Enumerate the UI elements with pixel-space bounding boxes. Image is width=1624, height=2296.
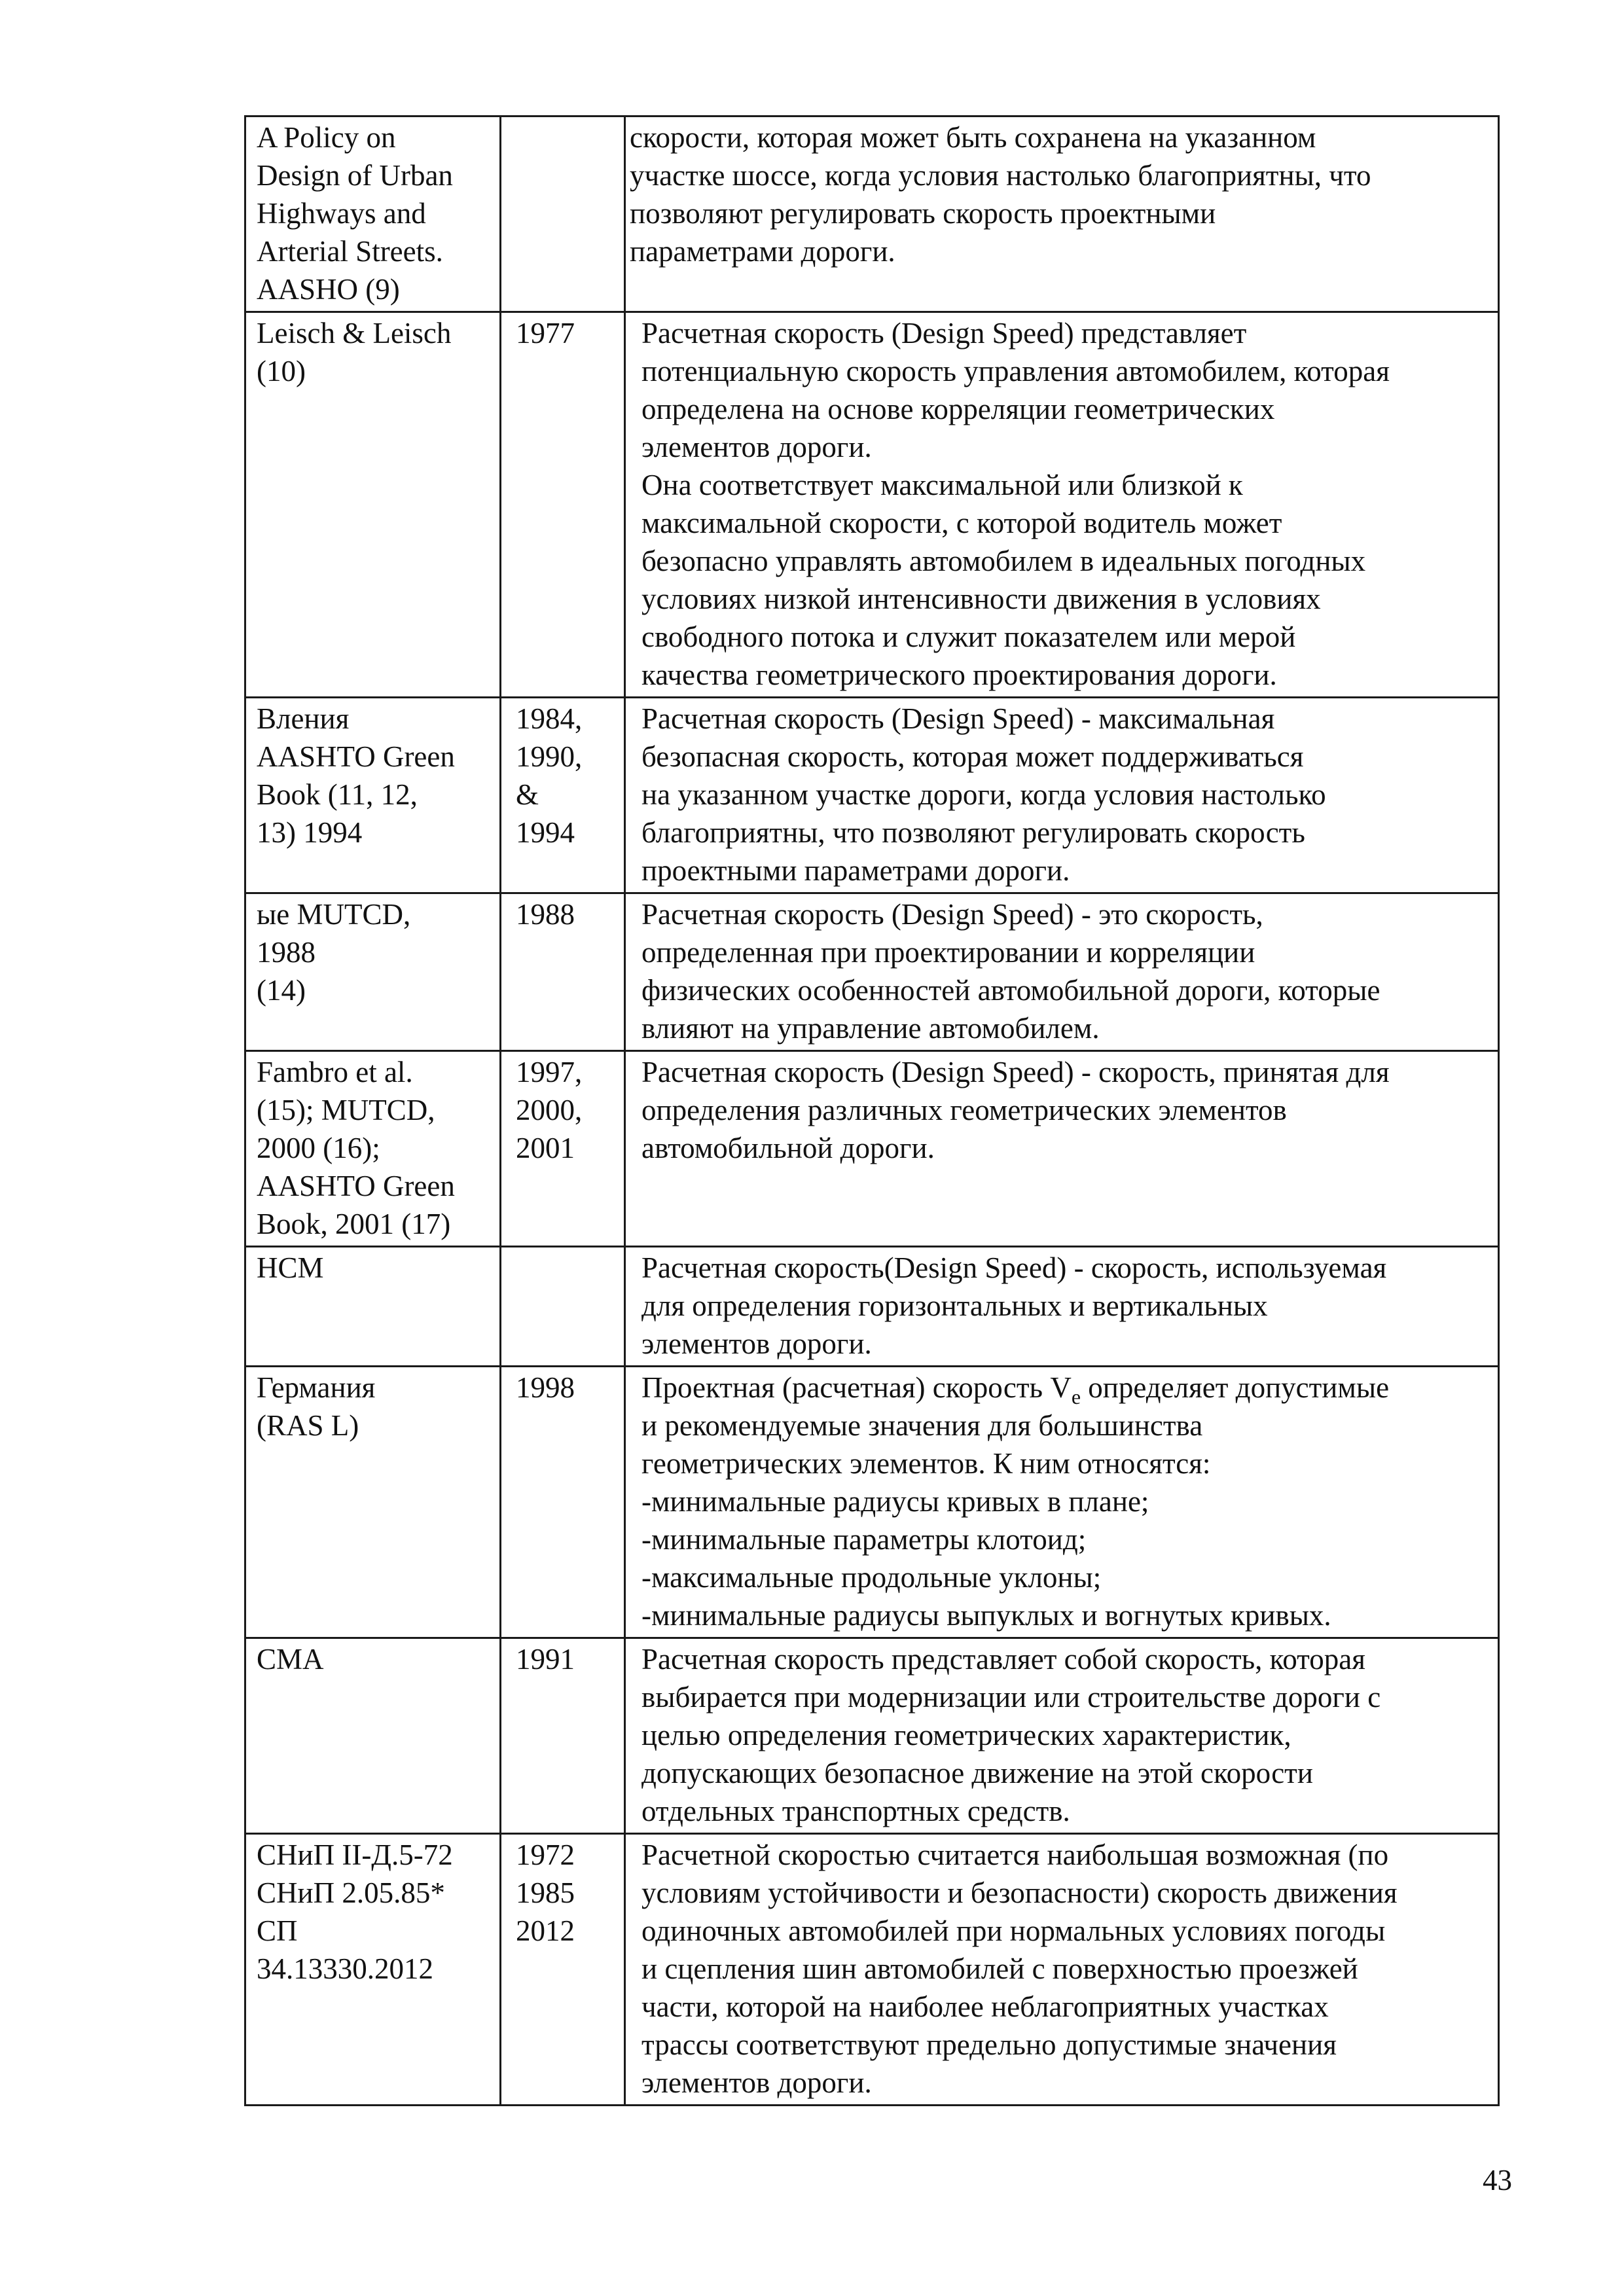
source-line: Design of Urban [257, 159, 453, 192]
definition-line: Расчетной скоростью считается наибольшая возможная (по [641, 1839, 1389, 1871]
year-line: 1990, [516, 740, 583, 773]
definition-line: и рекомендуемые значения для большинства [641, 1409, 1203, 1442]
source-cell [245, 1247, 501, 1367]
definition-line: Расчетная скорость представляет собой скорость, которая [641, 1643, 1365, 1676]
source-line: (15); MUTCD, [257, 1094, 435, 1126]
page-number: 43 [1483, 2164, 1512, 2197]
definition-line: автомобильной дороги. [641, 1132, 935, 1164]
definition-line: Расчетная скорость(Design Speed) - скорость, используемая [641, 1251, 1387, 1284]
year-line: 1972 [516, 1839, 575, 1871]
definition-line: элементов дороги. [641, 1327, 872, 1360]
table-row [245, 117, 1499, 312]
year-cell [501, 117, 625, 312]
year-cell [501, 893, 625, 1051]
source-line: Arterial Streets. [257, 235, 443, 268]
table-row [245, 312, 1499, 698]
definition-line: параметрами дороги. [630, 235, 895, 268]
subscript-e: e [1071, 1385, 1081, 1408]
definition-line: скорости, которая может быть сохранена на указанном [630, 121, 1316, 154]
definition-line: определения различных геометрических элементов [641, 1094, 1287, 1126]
source-line: Fambro et al. [257, 1056, 413, 1088]
definition-line: на указанном участке дороги, когда условия настолько [641, 778, 1326, 811]
definition-cell [625, 1367, 1499, 1638]
table-row [245, 1051, 1499, 1247]
definition-cell [625, 1247, 1499, 1367]
year-line: 1984, [516, 702, 583, 735]
year-line: 2001 [516, 1132, 575, 1164]
definition-line: условиях низкой интенсивности движения в условиях [641, 583, 1321, 615]
definition-line: позволяют регулировать скорость проектными [630, 197, 1216, 230]
definition-line: и сцепления шин автомобилей с поверхностью проезжей [641, 1952, 1358, 1985]
definition-line: свободного потока и служит показателем или мерой [641, 620, 1296, 653]
definition-line: Расчетная скорость (Design Speed) представляет [641, 317, 1247, 350]
definition-line: целью определения геометрических характеристик, [641, 1719, 1291, 1751]
definition-cell [625, 1051, 1499, 1247]
definition-line: участке шоссе, когда условия настолько благоприятны, что [630, 159, 1371, 192]
definition-line: определена на основе корреляции геометрических [641, 393, 1275, 425]
source-line: 1988 [257, 936, 316, 969]
definition-line: благоприятны, что позволяют регулировать скорость [641, 816, 1305, 849]
definition-line: для определения горизонтальных и вертикальных [641, 1289, 1268, 1322]
definition-line: влияют на управление автомобилем. [641, 1012, 1100, 1045]
table-row [245, 1638, 1499, 1834]
source-line: 2000 (16); [257, 1132, 380, 1164]
definition-line: физических особенностей автомобильной дороги, которые [641, 974, 1380, 1007]
definition-cell [625, 117, 1499, 312]
source-cell [245, 698, 501, 893]
definition-line: отдельных транспортных средств. [641, 1795, 1070, 1827]
source-line: A Policy on [257, 121, 396, 154]
definition-line [641, 1369, 1489, 1407]
table-row [245, 893, 1499, 1051]
table-row [245, 1834, 1499, 2106]
table-row [245, 1367, 1499, 1638]
source-cell [245, 312, 501, 698]
source-line: HCM [257, 1251, 324, 1284]
source-line: Highways and [257, 197, 426, 230]
definition-line: одиночных автомобилей при нормальных условиях погоды [641, 1914, 1386, 1947]
source-cell [245, 117, 501, 312]
source-line: Leisch & Leisch [257, 317, 452, 350]
source-line: СНиП 2.05.85* [257, 1876, 445, 1909]
year-cell [501, 1638, 625, 1834]
definition-line: элементов дороги. [641, 2066, 872, 2099]
definition-line: качества геометрического проектирования дороги. [641, 658, 1277, 691]
year-cell [501, 1051, 625, 1247]
definition-line: безопасно управлять автомобилем в идеальных погодных [641, 545, 1366, 577]
source-line: СНиП II-Д.5-72 [257, 1839, 453, 1871]
source-line: (14) [257, 974, 306, 1007]
year-line: & [516, 778, 539, 811]
year-line: 1997, [516, 1056, 583, 1088]
definition-line: элементов дороги. [641, 431, 872, 463]
year-cell [501, 1834, 625, 2106]
year-cell [501, 1367, 625, 1638]
definition-line: -минимальные радиусы кривых в плане; [641, 1485, 1149, 1518]
source-line: CMA [257, 1643, 324, 1676]
definition-line: потенциальную скорость управления автомобилем, которая [641, 355, 1390, 387]
definition-line: проектными параметрами дороги. [641, 854, 1070, 887]
source-cell [245, 1638, 501, 1834]
source-cell [245, 893, 501, 1051]
source-line: СП [257, 1914, 298, 1947]
definition-cell [625, 312, 1499, 698]
source-line: Book, 2001 (17) [257, 1208, 451, 1240]
source-line: Book (11, 12, [257, 778, 418, 811]
definition-line: допускающих безопасное движение на этой скорости [641, 1757, 1313, 1789]
source-line: 34.13330.2012 [257, 1952, 433, 1985]
definition-text: Проектная (расчетная) скорость V [641, 1371, 1072, 1404]
source-cell [245, 1051, 501, 1247]
year-line: 2000, [516, 1094, 583, 1126]
year-line: 1998 [516, 1371, 575, 1404]
year-cell [501, 1247, 625, 1367]
source-line: AASHO (9) [257, 273, 400, 306]
year-line: 1985 [516, 1876, 575, 1909]
definition-line: -минимальные радиусы выпуклых и вогнутых кривых. [641, 1599, 1331, 1632]
definition-line: условиям устойчивости и безопасности) скорость движения [641, 1876, 1398, 1909]
definition-line: безопасная скорость, которая может поддерживаться [641, 740, 1304, 773]
source-cell [245, 1834, 501, 2106]
table-row [245, 698, 1499, 893]
definition-line: -максимальные продольные уклоны; [641, 1561, 1102, 1594]
source-line: ые MUTCD, [257, 898, 411, 931]
definition-line: трассы соответствуют предельно допустимые значения [641, 2028, 1337, 2061]
definition-line: определенная при проектировании и корреляции [641, 936, 1255, 969]
definition-line: Расчетная скорость (Design Speed) - это скорость, [641, 898, 1263, 931]
year-line: 1991 [516, 1643, 575, 1676]
year-cell [501, 312, 625, 698]
definition-line: Расчетная скорость (Design Speed) - максимальная [641, 702, 1275, 735]
source-line: (RAS L) [257, 1409, 359, 1442]
definition-cell [625, 1834, 1499, 2106]
definition-line: -минимальные параметры клотоид; [641, 1523, 1087, 1556]
source-line: Вления [257, 702, 350, 735]
definition-line: Она соответствует максимальной или близкой к [641, 469, 1243, 501]
year-line: 2012 [516, 1914, 575, 1947]
year-line: 1977 [516, 317, 575, 350]
source-line: AASHTO Green [257, 740, 455, 773]
source-line: (10) [257, 355, 306, 387]
table-row [245, 1247, 1499, 1367]
definition-text: определяет допустимые [1081, 1371, 1390, 1404]
definition-line: выбирается при модернизации или строительстве дороги с [641, 1681, 1381, 1713]
source-line: Германия [257, 1371, 376, 1404]
year-cell [501, 698, 625, 893]
year-line: 1988 [516, 898, 575, 931]
definition-cell [625, 698, 1499, 893]
source-line: 13) 1994 [257, 816, 363, 849]
definition-line: Расчетная скорость (Design Speed) - скорость, принятая для [641, 1056, 1390, 1088]
design-speed-definitions-table [244, 115, 1500, 2106]
definition-line: части, которой на наиболее неблагоприятных участках [641, 1990, 1329, 2023]
definition-line: максимальной скорости, с которой водитель может [641, 507, 1282, 539]
source-cell [245, 1367, 501, 1638]
year-line: 1994 [516, 816, 575, 849]
definition-line: геометрических элементов. К ним относятся: [641, 1447, 1211, 1480]
definition-cell [625, 893, 1499, 1051]
source-line: AASHTO Green [257, 1170, 455, 1202]
definition-cell [625, 1638, 1499, 1834]
